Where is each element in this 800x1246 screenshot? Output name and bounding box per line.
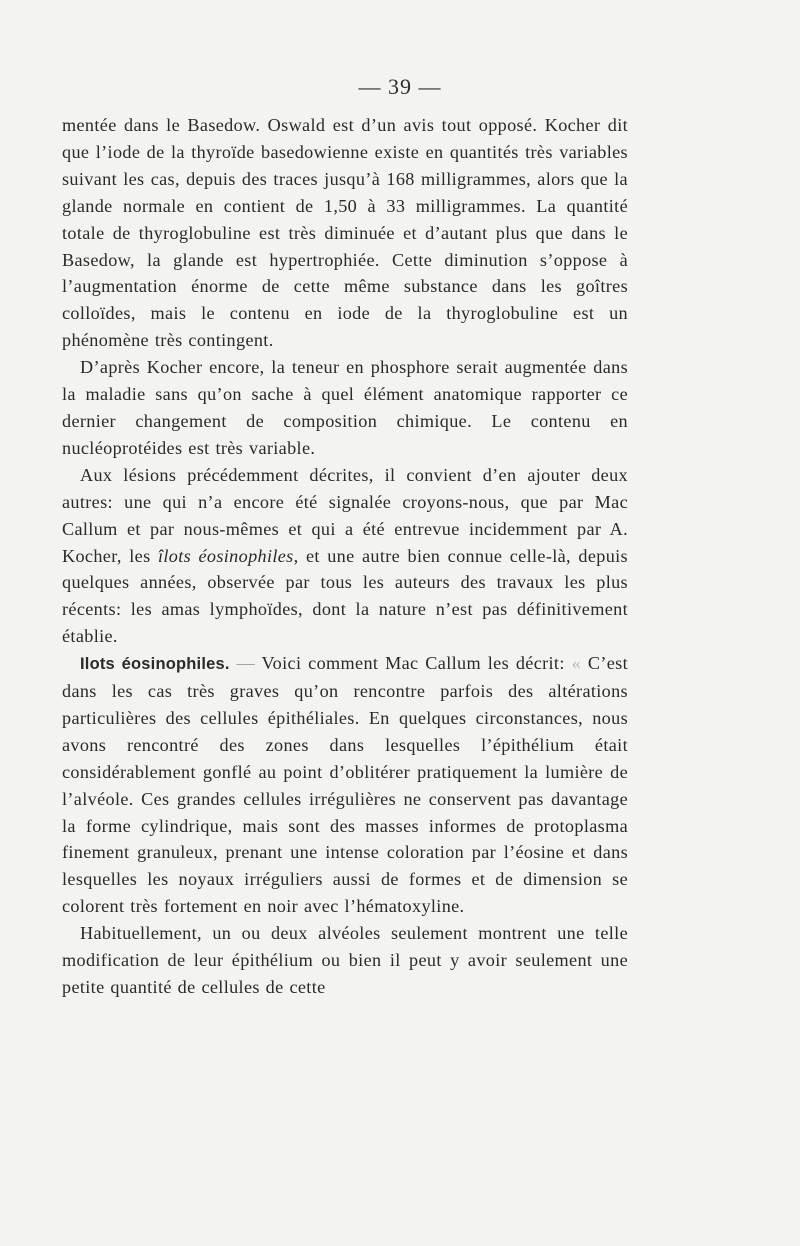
section-heading-ilots-eosinophiles: Ilots éosinophiles. (80, 655, 230, 674)
body-text (62, 112, 628, 1001)
opening-quote-mark: « (571, 653, 582, 674)
paragraph-1: mentée dans le Basedow. Oswald est d’un avis tout opposé. Kocher dit que l’iode de la thyroïde basedowienne existe en quantités très variables suivant les cas, depuis des traces jusqu’à 168 milligrammes, alors que la glande normale en contient de 1,50 à 33 milligrammes. La quantité totale de thyroglobuline est très diminuée et d’autant plus que dans le Basedow, la glande est hypertrophiée. Cette diminution s’oppose à l’augmentation énorme de cette même substance dans les goîtres colloïdes, mais le contenu en iode de la thyroglobuline est un phénomène très contingent. (62, 115, 628, 351)
paragraph-4-quote: C’est dans les cas très graves qu’on rencontre parfois des altérations particulières des cellules épithéliales. En quelques circonstances, nous avons rencontré des zones dans lesquelles l’épithélium était considérablement gonflé au point d’oblitérer pratiquement la lumière de l’alvéole. Ces grandes cellules irrégulières ne conservent pas davantage la forme cylindrique, mais sont des masses informes de protoplasma finement granuleux, prenant une intense coloration par l’éosine et dans lesquelles les noyaux irréguliers aussi de formes et de dimension se colorent très fortement en noir avec l’hématoxyline. (62, 653, 629, 917)
paragraph-3-text: Aux lésions précédemment décrites, il convient d’en ajouter deux autres: une qui n’a encore été signalée croyons-nous, que par Mac Callum et par nous-mêmes et qui a été entrevue incidemment par A. Kocher, les (62, 464, 628, 566)
paragraph-3-continued: , et une autre bien connue celle-là, depuis quelques années, observée par tous les auteurs des travaux les plus récents: les amas lymphoïdes, dont la nature n’est pas définitivement établie. (62, 545, 628, 647)
heading-dash: — (236, 653, 256, 674)
page-number: — 39 — (358, 74, 442, 99)
ilots-eosinophiles-term: îlots éosinophiles (157, 545, 294, 566)
paragraph-2: D’après Kocher encore, la teneur en phosphore serait augmentée dans la maladie sans qu’on sache à quel élément anatomique rapporter ce dernier changement de composition chimique. Le contenu en nucléoprotéides est très variable. (62, 357, 628, 458)
paragraph-4-lead: Voici comment Mac Callum les décrit: (261, 653, 565, 674)
paragraph-5: Habituellement, un ou deux alvéoles seulement montrent une telle modification de leur épithélium ou bien il peut y avoir seulement une petite quantité de cellules de cette (62, 923, 628, 997)
paragraph-3 (62, 462, 628, 650)
paragraph-4 (62, 650, 628, 920)
